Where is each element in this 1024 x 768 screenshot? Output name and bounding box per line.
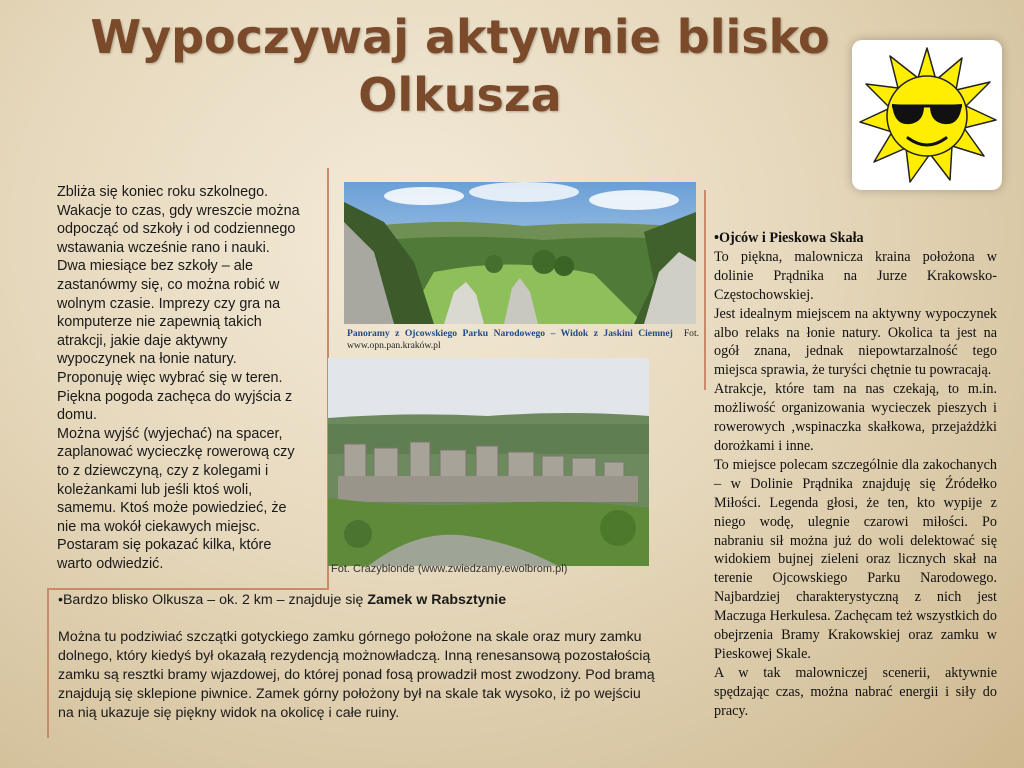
ojcow-paragraph: To piękna, malownicza kraina położona w dolinie Prądnika na Jurze Krakowsko-Częstochowskiej. (714, 248, 997, 303)
sun-sunglasses-image (852, 40, 1002, 190)
sun-icon (852, 40, 1002, 190)
ojcow-section (714, 229, 997, 721)
ojcow-paragraph: A w tak malowniczej scenerii, aktywnie spędzając czas, można nabrać energii i siły do pracy. (714, 664, 997, 719)
divider-left-vertical (47, 590, 49, 738)
rabsztyn-lead (58, 591, 658, 610)
rabsztyn-body: Można tu podziwiać szczątki gotyckiego zamku górnego położone na skale oraz mury zamku dolnego, który kiedyś był okazałą rezydencją możnowładczą. Inną renesansową pozostałością zamku są resztki bramy wjazdowej, do której ponad fosą prowadził most zwodzony. Pod bramą znajdują się sklepione piwnice. Zamek górny położony był na skale tak wysoko, iż po wejściu na nią ukazuje się piękny widok na okolicę i całe ruiny. (58, 629, 655, 721)
photo1-caption (347, 328, 699, 352)
photo2-caption: Fot. Crazyblonde (www.zwiedzamy.ewolbrom.pl) (331, 563, 568, 575)
ojcow-paragraph: To miejsce polecam szczególnie dla zakochanych – w Dolinie Prądnika znajduję się Źródełko Miłości. Legenda głosi, że ten, kto wypije z niego wodę, ulegnie czarowi miłości. Po nabraniu sił można już do woli delektować się widokiem bujnej zieleni oraz licznych skał na terenie Ojcowskiego Parku Narodowego. Najbardziej charakterystyczną z nich jest Maczuga Herkulesa. Zachęcam też wszystkich do obejrzenia Bramy Krakowskiej oraz zamku w Pieskowej Skale. (714, 456, 997, 662)
ojcow-paragraph: Jest idealnym miejscem na aktywny wypoczynek albo relaks na łonie natury. Okolica ta jest na ogół znana, jednak niepowtarzalność tego miejsca sprawia, że turyści chętnie tu powracają. (714, 305, 997, 379)
intro-text (57, 183, 307, 573)
ojcow-heading: •Ojców i Pieskowa Skała (714, 230, 864, 246)
intro-paragraph: Dwa miesiące bez szkoły – ale zastanówmy się, co można robić w wolnym czasie. Imprezy czy gra na komputerze nie zapewnią takich atrakcji, jakie daje aktywny wypoczynek na łonie natury. (57, 258, 281, 368)
intro-paragraph: Można wyjść (wyjechać) na spacer, zaplanować wycieczkę rowerową czy to z dziewczyną, czy z kolegami i koleżankami lub jeśli ktoś woli, samemu. Ktoś może powiedzieć, że nie ma wokół ciekawych miejsc. Postaram się pokazać kilka, które warto odwiedzić. (57, 425, 295, 572)
intro-paragraph: Proponuję więc wybrać się w teren. Piękna pogoda zachęca do wyjścia z domu. (57, 369, 293, 424)
ojcow-panorama-photo (344, 182, 696, 324)
rabsztyn-lead-text: •Bardzo blisko Olkusza – ok. 2 km – znajduje się (58, 592, 368, 608)
divider-right-vertical (704, 190, 706, 390)
rabsztyn-lead-bold: Zamek w Rabsztynie (367, 592, 507, 608)
photo1-caption-title: Panoramy z Ojcowskiego Parku Narodowego – Widok z Jaskini Ciemnej (347, 328, 673, 339)
photo1-caption-credit: Fot. www.opn.pan.kraków.pl (347, 328, 700, 351)
rabsztyn-section (58, 591, 658, 723)
page-title: Wypoczywaj aktywnie blisko Olkusza (90, 10, 830, 122)
rabsztyn-castle-photo (328, 358, 649, 566)
intro-paragraph: Zbliża się koniec roku szkolnego. Wakacje to czas, gdy wreszcie można odpocząć od szkoły i od codziennego wstawania wcześnie rano i nauki. (57, 184, 300, 256)
ojcow-paragraph: Atrakcje, które tam na nas czekają, to m.in. możliwość organizowania wycieczek pieszych i rowerowych ,wspinaczka skałkowa, przejażdżki dorożkami i inne. (714, 381, 997, 454)
divider-horizontal (47, 588, 329, 590)
